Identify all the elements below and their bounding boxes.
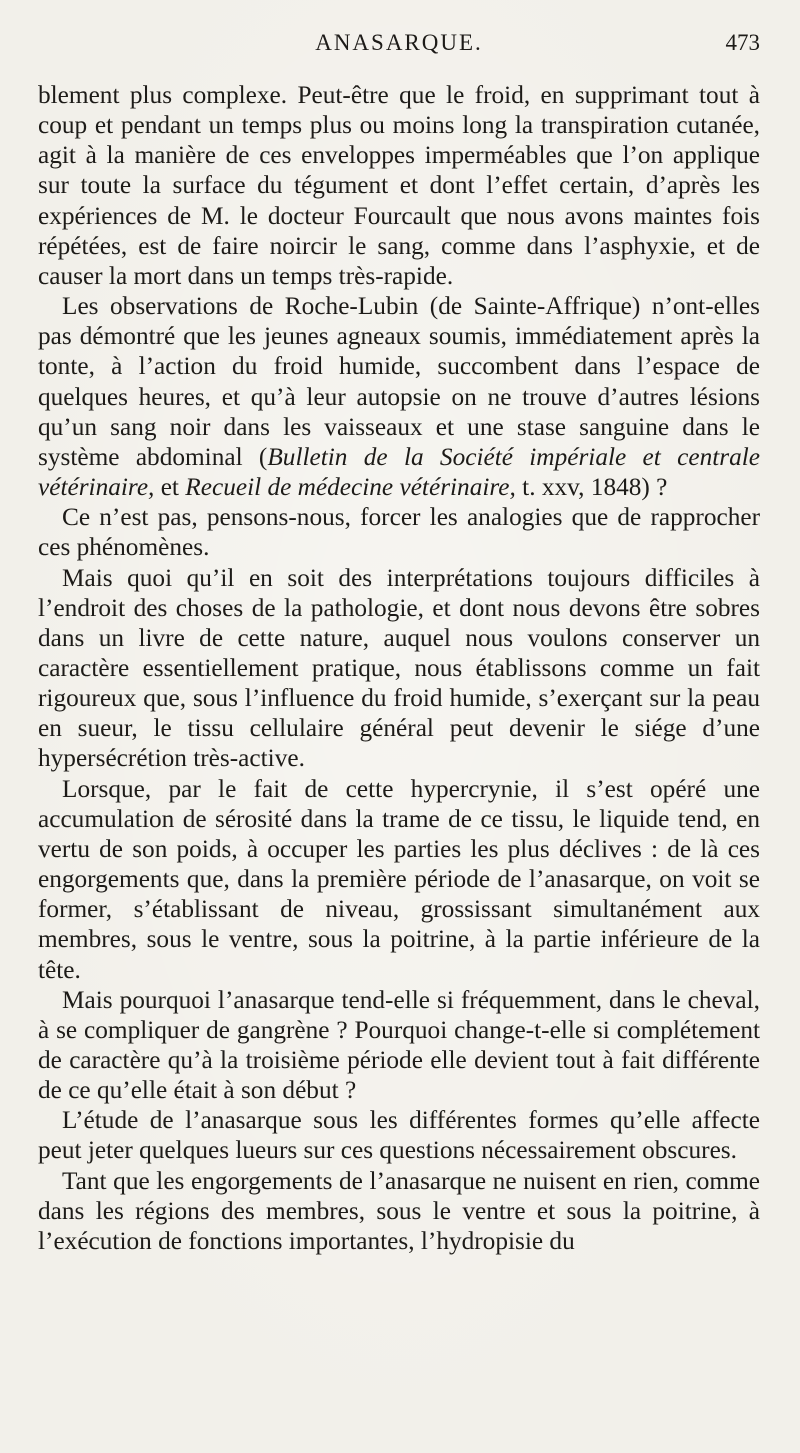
paragraph [38, 985, 760, 1106]
paragraph [38, 563, 760, 774]
paragraph-text: Mais pourquoi l’anasarque tend-elle si fréquemment, dans le cheval, à se compliquer de gangrène ? Pourquoi change-t-elle si complétement de caractère qu’à la troisième période elle devient tout à fait différente de ce qu’elle était à son début ? [38, 985, 760, 1105]
page-number: 473 [725, 30, 760, 55]
paragraph [38, 502, 760, 562]
paragraph-text: et [154, 473, 186, 502]
paragraph-text: Mais quoi qu’il en soit des interprétations toujours difficiles à l’endroit des choses de la pathologie, et dont nous devons être sobres dans un livre de cette nature, auquel nous voulons conserver un caractère essentiellement pratique, nous établissons comme un fait rigoureux que, sous l’influence du froid humide, s’exerçant sur la peau en sueur, le tissu cellulaire général peut devenir le siége d’une hypersécrétion très-active. [38, 563, 760, 773]
paragraph-text: blement plus complexe. Peut-être que le froid, en supprimant tout à coup et pendant un temps plus ou moins long la transpiration cutanée, agit à la manière de ces enveloppes imperméables que l’on applique sur toute la surface du tégument et dont l’effet certain, d’après les expériences de M. le docteur Fourcault que nous avons maintes fois répétées, est de faire noircir le sang, comme dans l’asphyxie, et de causer la mort dans un temps très-rapide. [38, 81, 760, 290]
paragraph-text: L’étude de l’anasarque sous les différentes formes qu’elle affecte peut jeter quelques lueurs sur ces questions nécessairement obscures. [38, 1106, 760, 1165]
paragraph [38, 774, 760, 985]
running-title: ANASARQUE. [315, 30, 483, 55]
paragraph-text: t. xxv, 1848) ? [515, 473, 668, 502]
paragraph [38, 1105, 760, 1165]
page-header [38, 30, 760, 62]
body-text [38, 80, 760, 1256]
paragraph [38, 1166, 760, 1256]
paragraph-text: Lorsque, par le fait de cette hypercrynie, il s’est opéré une accumulation de sérosité dans la trame de ce tissu, le liquide tend, en vertu de son poids, à occuper les parties les plus déclives : de là ces engorgements que, dans la première période de l’anasarque, on voit se former, s’établissant de niveau, grossissant simultanément aux membres, sous le ventre, sous la poitrine, à la partie inférieure de la tête. [38, 774, 760, 984]
paragraph [38, 291, 760, 502]
paragraph-text: Ce n’est pas, pensons-nous, forcer les analogies que de rapprocher ces phénomènes. [38, 503, 760, 562]
citation-title: Recueil de médecine vétérinaire, [185, 473, 516, 502]
paragraph-text: Tant que les engorgements de l’anasarque ne nuisent en rien, comme dans les régions des membres, sous le ventre et sous la poitrine, à l’exécution de fonctions importantes, l’hydropisie du [38, 1166, 760, 1255]
paragraph-text: Les observations de Roche-Lubin (de Sainte-Affrique) n’ont-elles pas démontré que les jeunes agneaux soumis, immédiatement après la tonte, à l’action du froid humide, succombent dans l’espace de quelques heures, et qu’à leur autopsie on ne trouve d’autres lésions qu’un sang noir dans les vaisseaux et une stase sanguine dans le système abdominal ( [38, 292, 760, 471]
paragraph [38, 80, 760, 291]
citation-title: Bulletin de la Société impériale et centrale vétérinaire, [38, 442, 761, 502]
